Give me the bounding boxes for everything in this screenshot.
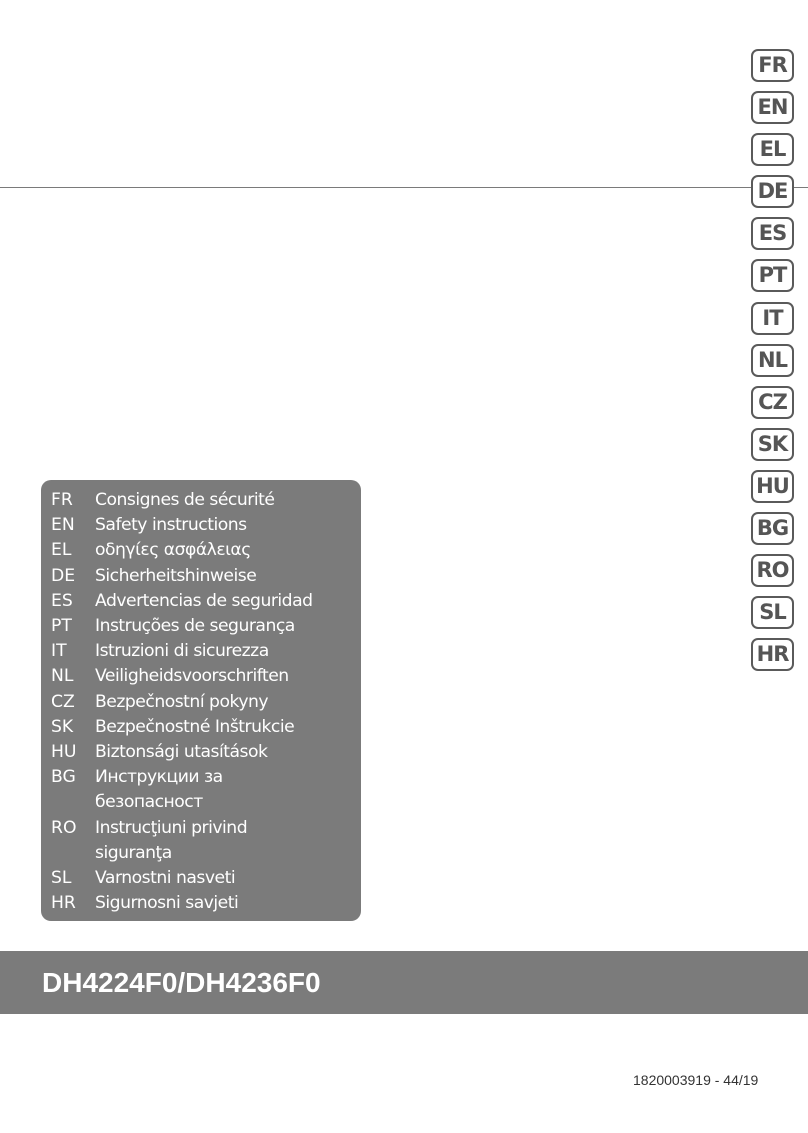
language-tab-nl[interactable]: NL xyxy=(751,344,794,377)
safety-row-cz xyxy=(41,690,361,715)
language-tab-hr[interactable]: HR xyxy=(751,638,794,671)
language-code: EL xyxy=(51,540,72,561)
safety-row-pt xyxy=(41,614,361,639)
safety-row-hu xyxy=(41,740,361,765)
safety-row-el xyxy=(41,538,361,563)
model-title: DH4224F0/DH4236F0 xyxy=(42,967,321,998)
horizontal-rule xyxy=(0,187,808,188)
language-tab-hu[interactable]: HU xyxy=(751,470,794,503)
safety-instructions-box xyxy=(41,480,361,921)
safety-title: Instruções de segurança xyxy=(95,616,295,637)
safety-title: Istruzioni di sicurezza xyxy=(95,641,269,662)
language-code: FR xyxy=(51,490,73,510)
safety-title: Bezpečnostné Inštrukcie xyxy=(95,716,295,737)
safety-row-nl xyxy=(41,664,361,689)
safety-title: Biztonsági utasítások xyxy=(95,742,268,763)
safety-title: οδηγίες ασφάλειας xyxy=(95,540,251,561)
language-tab-sk[interactable]: SK xyxy=(751,428,794,461)
safety-row-fr xyxy=(41,488,361,513)
safety-title: Safety instructions xyxy=(95,515,247,536)
language-code: DE xyxy=(51,565,76,586)
safety-row-ro xyxy=(41,816,361,866)
language-tab-fr[interactable]: FR xyxy=(751,49,794,82)
language-code: HU xyxy=(51,742,77,763)
safety-title: Sicherheitshinweise xyxy=(95,565,257,586)
language-tab-pt[interactable]: PT xyxy=(751,259,794,292)
language-code: SK xyxy=(51,716,74,737)
language-code: SL xyxy=(51,868,72,889)
safety-row-es xyxy=(41,589,361,614)
language-tab-cz[interactable]: CZ xyxy=(751,386,794,419)
safety-row-sk xyxy=(41,715,361,740)
safety-title: Veiligheidsvoorschriften xyxy=(95,666,289,687)
safety-title: Bezpečnostní pokyny xyxy=(95,691,269,712)
safety-row-it xyxy=(41,639,361,664)
language-code: HR xyxy=(51,893,76,914)
language-tab-ro[interactable]: RO xyxy=(751,554,794,587)
language-code: NL xyxy=(51,666,74,687)
language-code: BG xyxy=(51,767,76,788)
safety-title: Varnostni nasveti xyxy=(95,868,236,889)
language-code: EN xyxy=(51,515,75,536)
safety-row-sl xyxy=(41,866,361,891)
safety-row-en xyxy=(41,513,361,538)
safety-title: Consignes de sécurité xyxy=(95,490,275,510)
safety-title: Instrucţiuni privind siguranţa xyxy=(95,817,248,863)
language-tab-en[interactable]: EN xyxy=(751,91,794,124)
language-code: PT xyxy=(51,616,72,637)
language-code: ES xyxy=(51,590,73,611)
language-tab-bg[interactable]: BG xyxy=(751,512,794,545)
language-tab-el[interactable]: EL xyxy=(751,133,794,166)
language-tab-es[interactable]: ES xyxy=(751,217,794,250)
safety-row-bg xyxy=(41,765,361,815)
safety-row-hr xyxy=(41,891,361,916)
safety-row-de xyxy=(41,564,361,589)
safety-title: Advertencias de seguridad xyxy=(95,590,313,611)
language-tab-list xyxy=(751,49,794,680)
language-tab-de[interactable]: DE xyxy=(751,175,794,208)
document-reference: 1820003919 - 44/19 xyxy=(633,1072,759,1088)
safety-title: Инструкции за безопасност xyxy=(95,767,223,813)
language-code: RO xyxy=(51,817,77,838)
language-tab-sl[interactable]: SL xyxy=(751,596,794,629)
language-code: IT xyxy=(51,641,67,662)
language-tab-it[interactable]: IT xyxy=(751,302,794,335)
language-code: CZ xyxy=(51,691,75,712)
safety-title: Sigurnosni savjeti xyxy=(95,893,239,914)
